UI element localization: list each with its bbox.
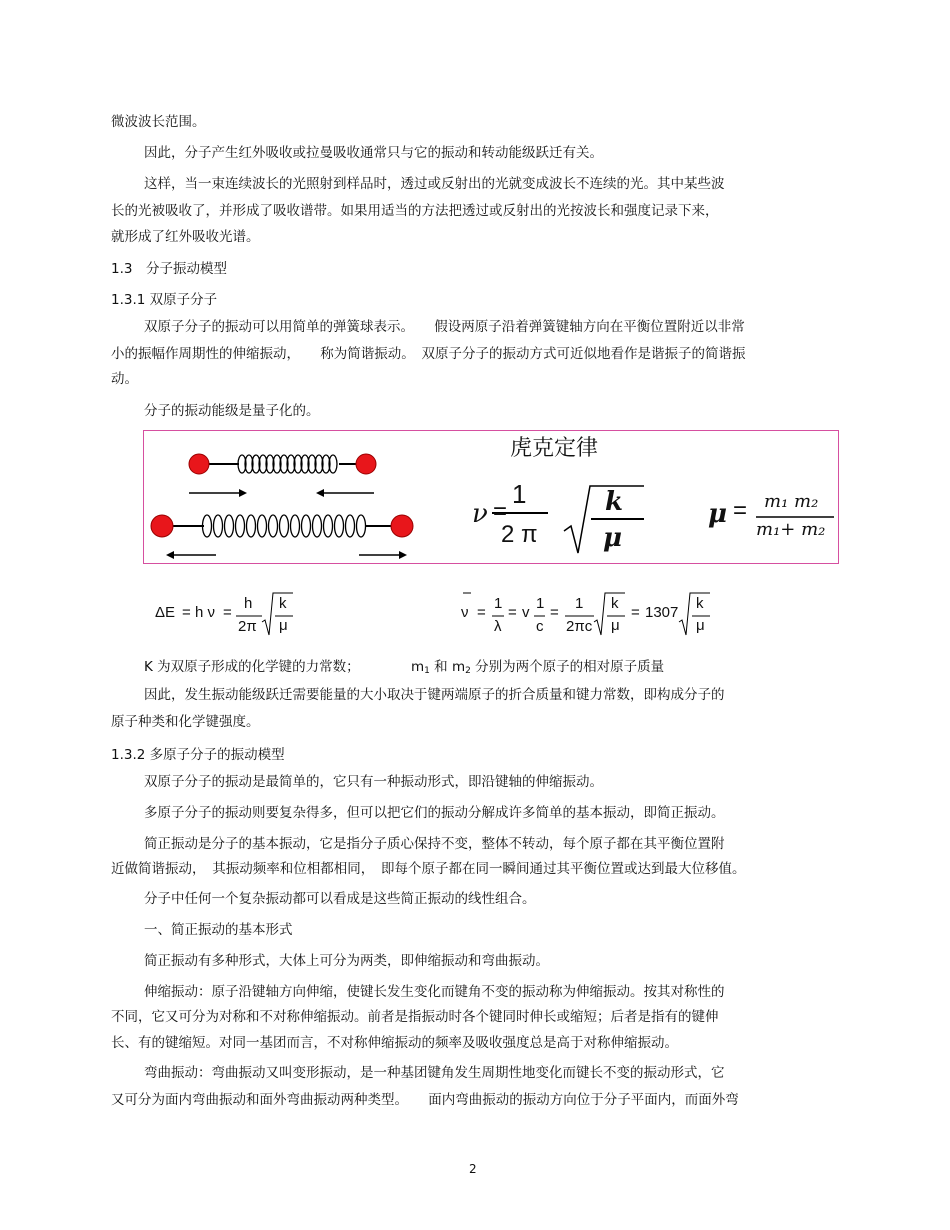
two-pi-c: 2πc — [566, 618, 593, 635]
k-symbol: k — [611, 595, 619, 612]
delta-e: ΔE — [155, 604, 176, 621]
equals-sign: = — [493, 498, 508, 525]
paragraph-line: 伸缩振动：原子沿键轴方向伸缩，使键长发生变化而键角不变的振动称为伸缩振动。按其对称性的 — [144, 984, 725, 1000]
atom-circle — [356, 454, 376, 474]
c-symbol: c — [536, 618, 544, 635]
m1-m2-product: m₁ m₂ — [764, 491, 819, 512]
paragraph-line: 分子的振动能级是量子化的。 — [144, 403, 320, 419]
nu-bar: ν — [461, 604, 469, 621]
paragraph-line: 就形成了红外吸收光谱。 — [111, 229, 260, 245]
mu-symbol: μ — [696, 617, 705, 634]
compressed-spring-model — [189, 454, 376, 497]
paragraph-line: 弯曲振动：弯曲振动又叫变形振动，是一种基团键角发生周期性地变化而键长不变的振动形式，它 — [144, 1065, 725, 1081]
paragraph-line: 双原子分子的振动可以用简单的弹簧球表示。 假设两原子沿着弹簧键轴方向在平衡位置附近以非常 — [144, 319, 745, 335]
two-pi: 2π — [238, 618, 257, 635]
mu-symbol: μ — [279, 617, 288, 634]
numerator-one: 1 — [536, 595, 545, 612]
nu-symbol: ν — [472, 499, 488, 529]
v-symbol: v — [522, 604, 530, 621]
paragraph-line: 简正振动是分子的基本振动，它是指分子质心保持不变，整体不转动，每个原子都在其平衡位置附 — [144, 836, 725, 852]
constant-1307: 1307 — [645, 604, 679, 621]
paragraph-line: 小的振幅作周期性的伸缩振动， 称为简谐振动。 双原子分子的振动方式可近似地看作是谐振子的简谐振 — [111, 346, 746, 362]
paragraph-line: 因此，分子产生红外吸收或拉曼吸收通常只与它的振动和转动能级跃迁有关。 — [144, 145, 603, 161]
paragraph-line: 分子中任何一个复杂振动都可以看成是这些简正振动的线性组合。 — [144, 891, 536, 907]
numerator-one: 1 — [575, 595, 584, 612]
numerator-one: 1 — [494, 595, 503, 612]
paragraph-line: 近做简谐振动， 其振动频率和位相都相同， 即每个原子都在同一瞬间通过其平衡位置或达到最大位移值。 — [111, 861, 746, 877]
planck-h: h — [244, 595, 253, 612]
equals-sign: = — [508, 604, 517, 621]
mu-reduced-mass: μ — [708, 499, 728, 529]
k-symbol: k — [605, 487, 624, 517]
atom-circle — [189, 454, 209, 474]
paragraph-line: 多原子分子的振动则要复杂得多，但可以把它们的振动分解成许多简单的基本振动，即简正振动。 — [144, 805, 725, 821]
paragraph-line: 长的光被吸收了，并形成了吸收谱带。如果用适当的方法把透过或反射出的光按波长和强度记录下来， — [111, 203, 719, 219]
paragraph-line: 这样，当一束连续波长的光照射到样品时，透过或反射出的光就变成波长不连续的光。其中某些波 — [144, 176, 725, 192]
equals-sign: = — [223, 604, 232, 621]
paragraph-line: 因此，发生振动能级跃迁需要能量的大小取决于键两端原子的折合质量和键力常数，即构成分子的 — [144, 687, 725, 703]
paragraph-line: 双原子分子的振动是最简单的，它只有一种振动形式，即沿键轴的伸缩振动。 — [144, 774, 603, 790]
equals-sign: = — [733, 497, 748, 524]
paragraph-line: 原子种类和化学键强度。 — [111, 714, 260, 730]
numerator-one: 1 — [512, 479, 527, 509]
page-number: 2 — [469, 1162, 477, 1176]
paragraph-line: K 为双原子形成的化学键的力常数； — [144, 659, 360, 675]
subsection-heading: 1.3.2 多原子分子的振动模型 — [111, 747, 285, 763]
paragraph-line: 简正振动有多种形式，大体上可分为两类，即伸缩振动和弯曲振动。 — [144, 953, 549, 969]
k-symbol: k — [696, 595, 704, 612]
stretched-spring-model — [151, 515, 413, 559]
mu-symbol: μ — [611, 617, 620, 634]
paragraph-line: $m_1$ 和 $m_2$ 分别为两个原子的相对原子质量 — [411, 659, 665, 676]
lambda-symbol: λ — [494, 618, 502, 635]
paragraph-line: 长、有的键缩短。对同一基团而言，不对称伸缩振动的频率及吸收强度总是高于对称伸缩振动。 — [111, 1035, 678, 1051]
h-nu: h ν — [195, 604, 216, 621]
figure-title: 虎克定律 — [510, 436, 599, 461]
hooke-law-figure — [143, 430, 839, 564]
equals-sign: = — [631, 604, 640, 621]
equals-sign: = — [182, 604, 191, 621]
m1-plus-m2: m₁+ m₂ — [756, 519, 826, 540]
section-heading: 1.3 分子振动模型 — [111, 261, 227, 277]
paragraph-line: 不同，它又可分为对称和不对称伸缩振动。前者是指振动时各个键同时伸长或缩短；后者是指有的键伸 — [111, 1009, 719, 1025]
paragraph-line: 动。 — [111, 371, 138, 387]
paragraph-line: 一、简正振动的基本形式 — [144, 922, 293, 938]
equals-sign: = — [477, 604, 486, 621]
subsection-heading: 1.3.1 双原子分子 — [111, 292, 218, 308]
atom-circle — [391, 515, 413, 537]
atom-circle — [151, 515, 173, 537]
paragraph-line: 又可分为面内弯曲振动和面外弯曲振动两种类型。 面内弯曲振动的振动方向位于分子平面内，而面外弯 — [111, 1092, 739, 1108]
k-symbol: k — [279, 595, 287, 612]
equals-sign: = — [550, 604, 559, 621]
paragraph-line: 微波波长范围。 — [111, 114, 206, 130]
mu-symbol: μ — [603, 523, 623, 553]
denominator-two-pi: 2 π — [501, 521, 538, 548]
formula-rules — [0, 585, 950, 645]
